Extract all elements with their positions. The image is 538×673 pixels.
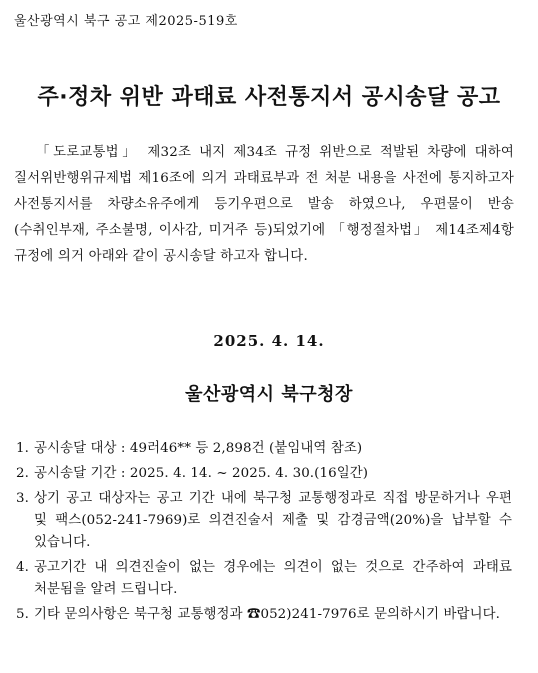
notice-date: 2025. 4. 14.: [213, 332, 325, 350]
list-item: [16, 488, 512, 554]
body-paragraph: 「도로교통법」 제32조 내지 제34조 규정 위반으로 적발된 차량에 대하여 질서위반행위규제법 제16조에 의거 과태료부과 전 처분 내용을 사전에 통지하고자 사전통지서를 차량소유주에게 등기우편으로 발송 하였으나, 우편물이 반송(수취인부재, 주소불명, 이사감, 미거주 등)되었기에 「행정절차법」 제14조제4항 규정에 의거 아래와 같이 공시송달 하고자 합니다.: [14, 145, 514, 264]
notice-items-list: [16, 438, 512, 629]
item-text: 상기 공고 대상자는 공고 기간 내에 북구청 교통행정과로 직접 방문하거나 우편 및 팩스(052-241-7969)로 의견진술서 제출 및 감경금액(20%)을 납부할 수 있습니다.: [34, 491, 512, 550]
list-item: [16, 557, 512, 601]
item-number: 3.: [16, 491, 29, 506]
document-number: 울산광역시 북구 공고 제2025-519호: [14, 14, 238, 29]
item-number: 2.: [16, 466, 29, 481]
item-number: 4.: [16, 560, 29, 575]
item-number: 1.: [16, 441, 29, 456]
item-number: 5.: [16, 607, 29, 622]
issuer-name: 울산광역시 북구청장: [185, 384, 353, 405]
item-text: 공시송달 기간 : 2025. 4. 14. ~ 2025. 4. 30.(16일간): [34, 466, 369, 481]
item-text: 공시송달 대상 : 49러46** 등 2,898건 (붙임내역 참조): [34, 441, 363, 456]
item-text: 공고기간 내 의견진술이 없는 경우에는 의견이 없는 것으로 간주하여 과태료 처분됨을 알려 드립니다.: [34, 560, 512, 597]
item-text: 기타 문의사항은 북구청 교통행정과 ☎052)241-7976로 문의하시기 바랍니다.: [34, 607, 501, 622]
list-item: [16, 463, 512, 485]
document-title: 주·정차 위반 과태료 사전통지서 공시송달 공고: [37, 85, 501, 110]
list-item: [16, 604, 512, 626]
list-item: [16, 438, 512, 460]
